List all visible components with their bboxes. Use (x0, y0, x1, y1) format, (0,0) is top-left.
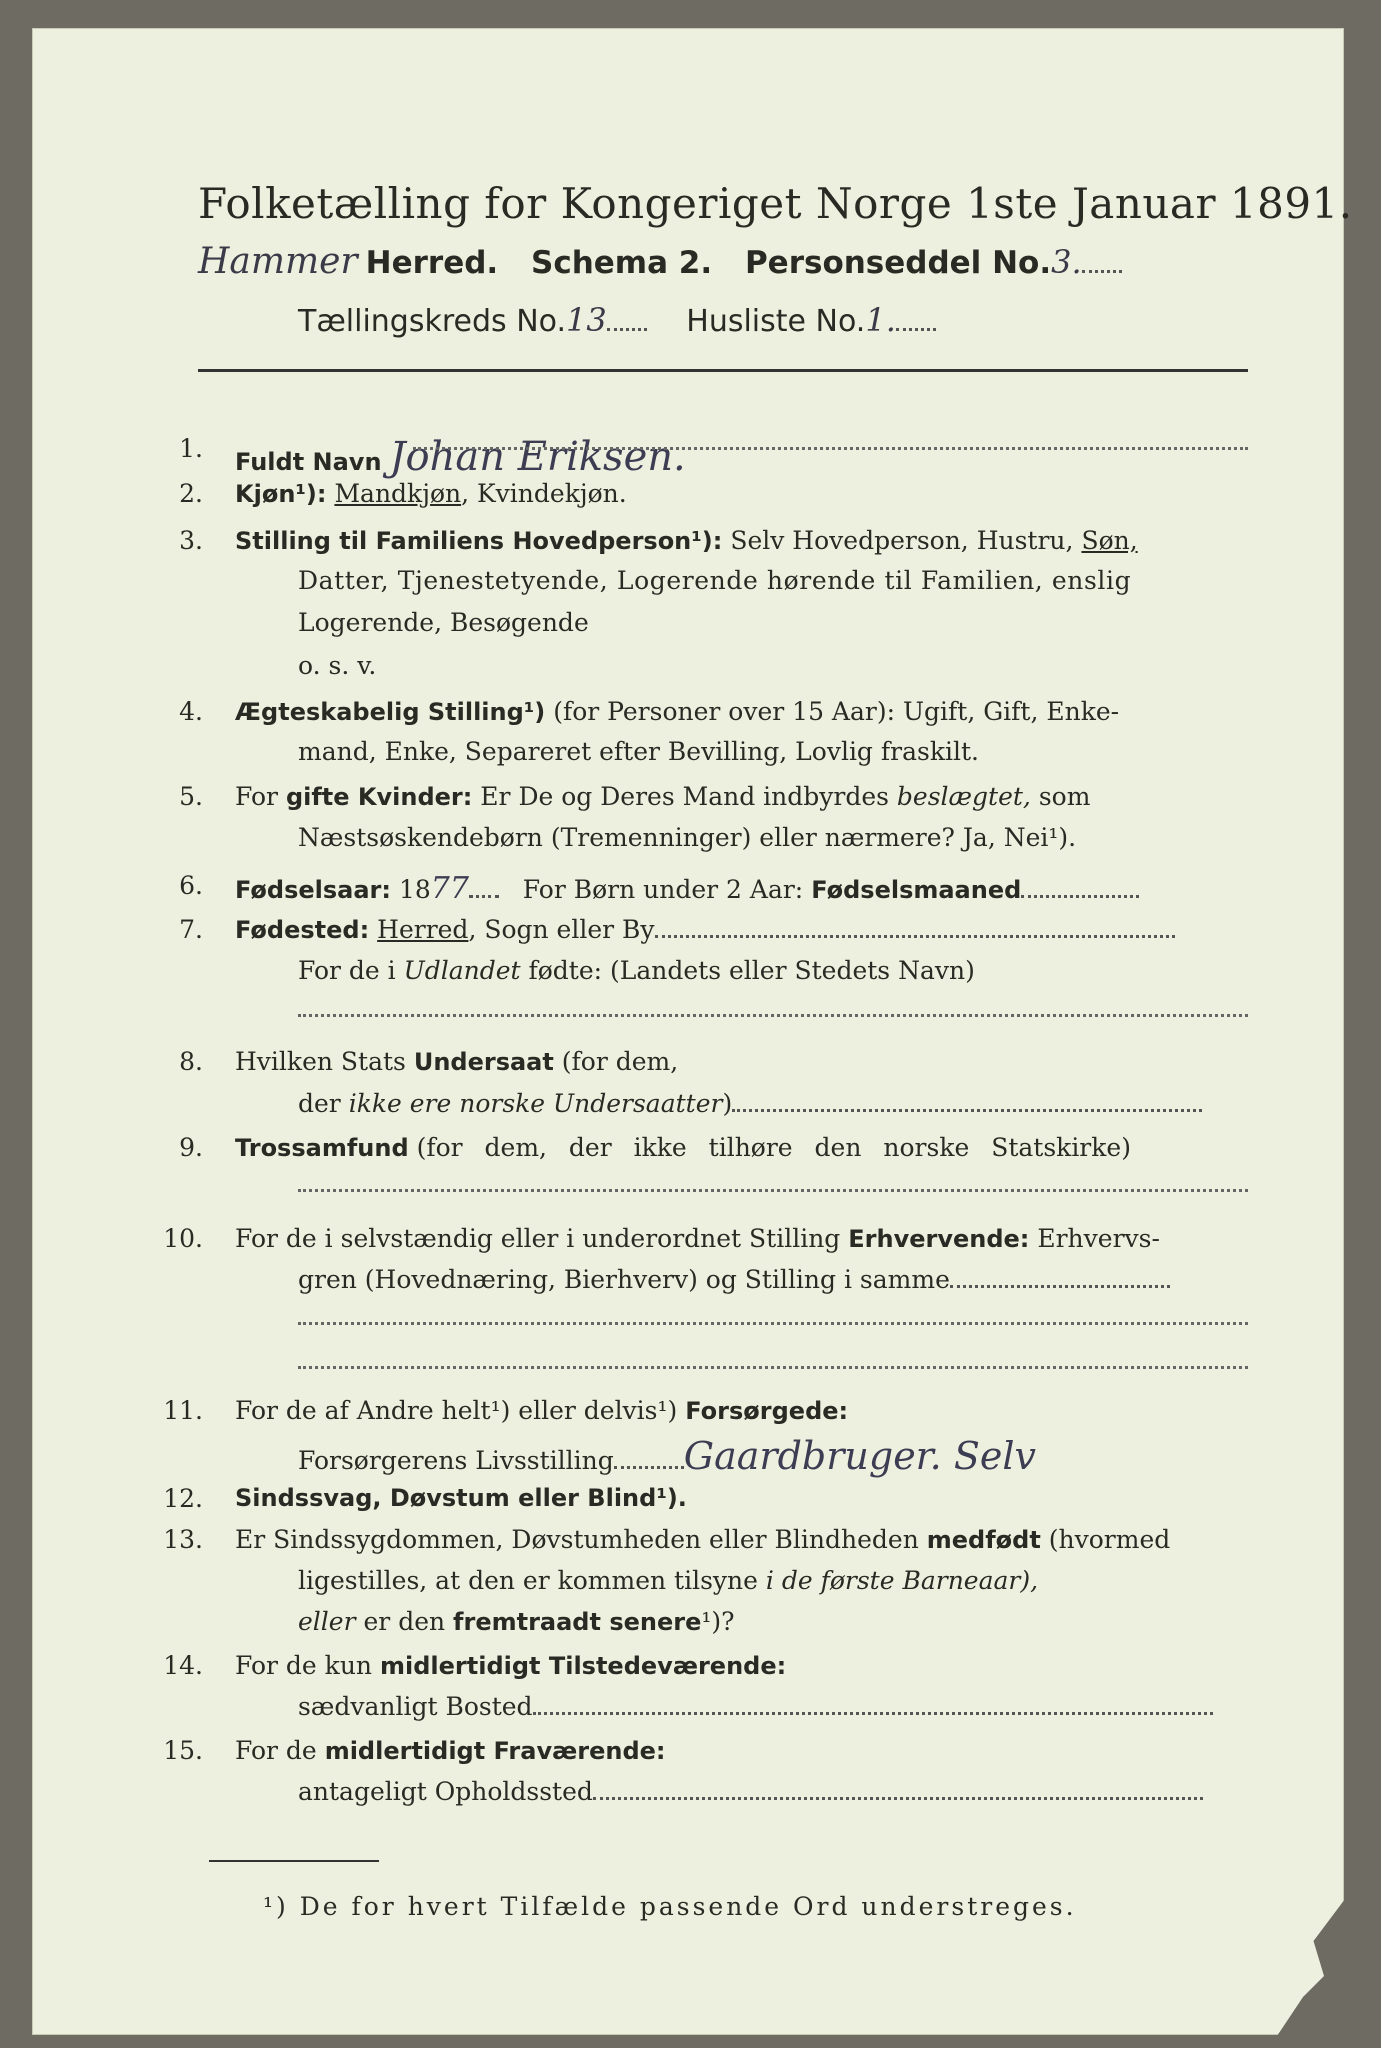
header-line-2 (298, 301, 936, 339)
page-title: Folketælling for Kongeriget Norge 1ste Januar 1891. (198, 179, 1353, 228)
text: der (298, 1089, 341, 1118)
item-4 (235, 697, 1119, 726)
footnote-rule (209, 1860, 379, 1862)
label-erhvervende: Erhvervende: (848, 1225, 1030, 1253)
item-6 (235, 871, 1139, 906)
label-fuldt-navn: Fuldt Navn (235, 448, 382, 476)
item-1 (235, 434, 686, 480)
item-8-cont: der ikke ere norske Undersaatter) (298, 1089, 1202, 1118)
fill-line (298, 1189, 1248, 1192)
item-15-cont (298, 1777, 1203, 1806)
item-number: 10. (163, 1224, 203, 1253)
kreds-label: Tællingskreds No. (298, 304, 566, 339)
item-15 (235, 1736, 666, 1765)
label-fravaerende: midlertidigt Fraværende: (324, 1737, 666, 1765)
label-gifte-kvinder: gifte Kvinder: (285, 783, 473, 811)
text: beslægtet, (896, 782, 1031, 811)
label-fodselsmaaned: Fødselsmaaned (811, 876, 1022, 904)
text: For (235, 782, 278, 811)
option-son: Søn, (1081, 526, 1138, 555)
option-herred: Herred (377, 915, 469, 944)
label-fodselsaar: Fødselsaar: (235, 876, 391, 904)
text: ikke ere norske Undersaatter (348, 1089, 723, 1118)
item-3-cont: Datter, Tjenestetyende, Logerende hørende til Familien, enslig (298, 566, 1132, 595)
item-10-cont (298, 1265, 1170, 1294)
item-2 (235, 479, 627, 508)
herred-label: Herred. (365, 245, 499, 281)
text: Udlandet (403, 956, 521, 985)
item-13-cont (298, 1566, 1038, 1595)
item-13-cont (298, 1607, 735, 1636)
text: For Børn under 2 Aar: (522, 875, 804, 904)
label-tilstedevaerende: midlertidigt Tilstedeværende: (379, 1652, 787, 1680)
year-value: 77 (430, 871, 469, 906)
item-7-cont (298, 956, 975, 985)
fill-line (298, 1366, 1248, 1369)
text: gren (Hovednæring, Bierhverv) og Stilling i samme (298, 1265, 950, 1294)
schema-label: Schema 2. (531, 245, 713, 281)
text: Er Sindssygdommen, Døvstumheden eller Blindheden (235, 1525, 919, 1554)
text: antageligt Opholdssted (298, 1777, 593, 1806)
label-trossamfund: Trossamfund (235, 1134, 409, 1162)
item-number: 8. (179, 1047, 203, 1076)
text: som (1038, 782, 1091, 811)
item-number: 4. (179, 697, 203, 726)
options-text: Selv Hovedperson, Hustru, (730, 526, 1074, 555)
item-number: 2. (179, 479, 203, 508)
item-3 (235, 526, 1138, 555)
text: ¹)? (701, 1607, 735, 1636)
name-value: Johan Eriksen. (389, 434, 686, 480)
item-number: 3. (179, 526, 203, 555)
item-number: 14. (163, 1651, 203, 1680)
item-13 (235, 1525, 1170, 1554)
text: For de i selvstændig eller i underordnet Stilling (235, 1224, 841, 1253)
item-5 (235, 782, 1090, 811)
census-form (32, 28, 1353, 2035)
text: Forsørgerens Livsstilling (298, 1446, 614, 1475)
item-number: 13. (163, 1525, 203, 1554)
item-number: 6. (179, 871, 203, 900)
label-fremtraadt: fremtraadt senere (453, 1608, 702, 1636)
item-11-cont (298, 1434, 1036, 1478)
item-8 (235, 1047, 678, 1076)
footnote: ¹) De for hvert Tilfælde passende Ord understreges. (263, 1892, 1077, 1921)
text: i de første Barneaar), (765, 1566, 1039, 1595)
personseddel-label: Personseddel No. (744, 245, 1052, 281)
year-prefix: 18 (398, 875, 431, 904)
text: er den (363, 1607, 446, 1636)
item-number: 12. (163, 1484, 203, 1513)
text: (for dem, der ikke tilhøre den norske Statskirke) (416, 1133, 1131, 1162)
options-text: (for Personer over 15 Aar): Ugift, Gift, Enke- (553, 697, 1120, 726)
personseddel-value: 3. (1051, 243, 1082, 281)
item-number: 11. (163, 1396, 203, 1425)
label-aegteskab: Ægteskabelig Stilling¹) (235, 698, 546, 726)
label-forsorgede: Forsørgede: (685, 1397, 849, 1425)
item-number: 7. (179, 915, 203, 944)
item-4-cont: mand, Enke, Separeret efter Bevilling, Lovlig fraskilt. (298, 737, 979, 766)
husliste-label: Husliste No. (686, 304, 866, 339)
fill-line (298, 1322, 1248, 1325)
text: sædvanligt Bosted (298, 1692, 533, 1721)
item-14 (235, 1651, 786, 1680)
header-rule (198, 369, 1248, 372)
label-fodested: Fødested: (235, 916, 370, 944)
item-9 (235, 1133, 1131, 1162)
item-12: Sindssvag, Døvstum eller Blind¹). (235, 1484, 687, 1512)
text: Er De og Deres Mand indbyrdes (480, 782, 889, 811)
text: For de kun (235, 1651, 373, 1680)
herred-value: Hammer (198, 241, 358, 282)
item-3-cont: Logerende, Besøgende (298, 608, 589, 637)
label-medfodt: medfødt (926, 1526, 1041, 1554)
label-undersaat: Undersaat (413, 1048, 554, 1076)
item-7 (235, 915, 1175, 944)
label-kjon: Kjøn¹): (235, 480, 327, 508)
text: (hvormed (1048, 1525, 1171, 1554)
option-mandkjon: Mandkjøn (334, 479, 462, 508)
item-3-cont: o. s. v. (298, 651, 377, 680)
text: For de i (298, 956, 396, 985)
text: For de (235, 1736, 317, 1765)
text: (for dem, (561, 1047, 679, 1076)
item-number: 1. (179, 434, 203, 463)
text: For de af Andre helt¹) eller delvis¹) (235, 1396, 678, 1425)
item-number: 5. (179, 782, 203, 811)
item-10 (235, 1224, 1160, 1253)
option-kvindekjon: , Kvindekjøn. (461, 479, 627, 508)
text: ligestilles, at den er kommen tilsyne (298, 1566, 758, 1595)
item-number: 15. (163, 1736, 203, 1765)
husliste-value: 1. (865, 301, 896, 339)
label-stilling: Stilling til Familiens Hovedperson¹): (235, 527, 723, 555)
header-line-1 (198, 241, 1122, 282)
text: fødte: (Landets eller Stedets Navn) (528, 956, 975, 985)
fill-line (413, 447, 1248, 450)
kreds-value: 13 (566, 301, 607, 339)
provider-occupation-value: Gaardbruger. Selv (683, 1434, 1036, 1478)
text: eller (298, 1607, 356, 1636)
item-number: 9. (179, 1133, 203, 1162)
fill-line (298, 1014, 1248, 1017)
text: Erhvervs- (1037, 1224, 1160, 1253)
item-14-cont (298, 1692, 1213, 1721)
item-11 (235, 1396, 848, 1425)
item-5-cont: Næstsøskendebørn (Tremenninger) eller nærmere? Ja, Nei¹). (298, 823, 1077, 852)
text: Hvilken Stats (235, 1047, 406, 1076)
text: , Sogn eller By (468, 915, 655, 944)
